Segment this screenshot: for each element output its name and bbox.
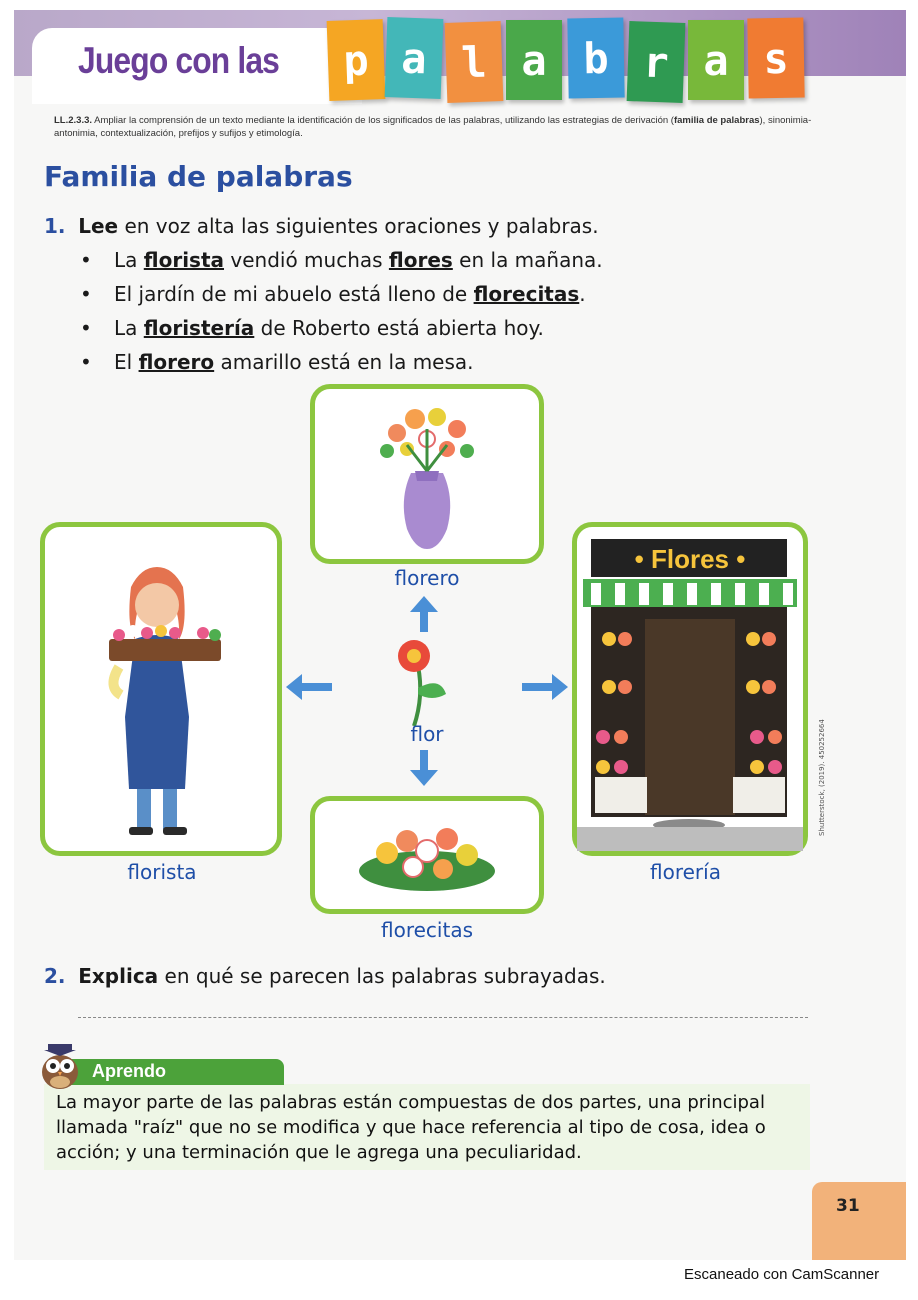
label-florero: florero	[394, 566, 460, 590]
page-title: Juego con las	[78, 40, 280, 81]
letter-tile: r	[627, 21, 686, 103]
letter-tile: a	[385, 17, 444, 99]
aprendo-body: La mayor parte de las palabras están compuestas de dos partes, una principal llamada "raíz" que no se modifica y que hace referencia al tipo de cosa, idea o acción; y una terminación que le agrega una peculiaridad.	[56, 1092, 766, 1163]
aprendo-title: Aprendo	[92, 1061, 166, 1081]
label-flor: flor	[410, 722, 444, 746]
page-number: 31	[836, 1196, 860, 1216]
label-florecitas: florecitas	[381, 918, 473, 942]
underlined-word: flores	[388, 248, 453, 272]
learning-outcome: LL.2.3.3. Ampliar la comprensión de un texto mediante la identificación de los significados de las palabras, utilizando las estrategias de derivación (familia de palabras), sinonimia-antonimia, contextualización, prefijos y sufijos y etimología.	[54, 115, 812, 139]
arrow-down-icon	[410, 750, 438, 786]
label-floreria: florería	[650, 860, 721, 884]
question-number: 1.	[44, 214, 66, 238]
question-verb: Explica	[78, 964, 159, 988]
underlined-word: floristería	[143, 316, 255, 340]
arrow-up-icon	[410, 596, 438, 632]
florero-frame	[310, 384, 544, 564]
flower-icon	[384, 636, 454, 732]
image-credit: Shutterstock, (2019). 450252664	[818, 719, 826, 836]
question-text: en qué se parecen las palabras subrayadas.	[158, 964, 606, 988]
vase-icon	[315, 389, 539, 559]
answer-line[interactable]	[78, 1017, 808, 1018]
question-verb: Lee	[78, 214, 119, 238]
arrow-left-icon	[286, 674, 332, 700]
letter-tile: p	[327, 19, 386, 101]
letter-tile: a	[506, 20, 562, 100]
florist-icon	[45, 527, 277, 851]
letter-tile: s	[747, 18, 804, 99]
underlined-word: florista	[143, 248, 225, 272]
label-florista: florista	[127, 860, 197, 884]
letter-tile: b	[567, 18, 624, 99]
question-1	[44, 214, 599, 238]
small-flowers-icon	[315, 801, 539, 909]
underlined-word: florecitas	[473, 282, 580, 306]
question-text: en voz alta las siguientes oraciones y palabras.	[118, 214, 599, 238]
page-number-tab	[812, 1182, 906, 1260]
florecitas-frame	[310, 796, 544, 914]
letter-tile: a	[688, 20, 744, 100]
shop-sign: • Flores •	[634, 543, 746, 574]
question-2	[44, 964, 606, 988]
underlined-word: florero	[138, 350, 215, 374]
question-number: 2.	[44, 964, 66, 988]
scanner-watermark: Escaneado con CamScanner	[684, 1266, 880, 1283]
letter-tile: l	[445, 21, 504, 103]
arrow-right-icon	[522, 674, 568, 700]
textbook-page: Juego con las p a l a b r a s LL.2.3.3. Ampliar la comprensión de un texto mediante la identificación de los significados de las palabras, utilizando las estrategias de derivación (familia de palabras), sinonimia-antonimia, contextualización, prefijos y sufijos y etimología. Familia de palabras 1. Lee en voz alta las siguientes oraciones y palabras. • La florista vendió muchas flores en la mañana. • El jardín de mi abuelo está lleno de florecitas. • La floristería de Roberto está abierta hoy. • El florero amarillo está en la mesa. florero florista florería • Flores • florecitas flor Shutterstock, (2019). 450252664 2. Explica en qué se parecen las palabras subrayadas. Aprendo La mayor parte de las palabras están compuestas de dos partes, una principal llamada "raíz" que no se modifica y que hace referencia al tipo de cosa, idea o acción; y una terminación que le agrega una peculiaridad. 31	[14, 10, 906, 1260]
owl-icon	[36, 1040, 84, 1090]
florista-frame	[40, 522, 282, 856]
section-title: Familia de palabras	[44, 160, 353, 193]
